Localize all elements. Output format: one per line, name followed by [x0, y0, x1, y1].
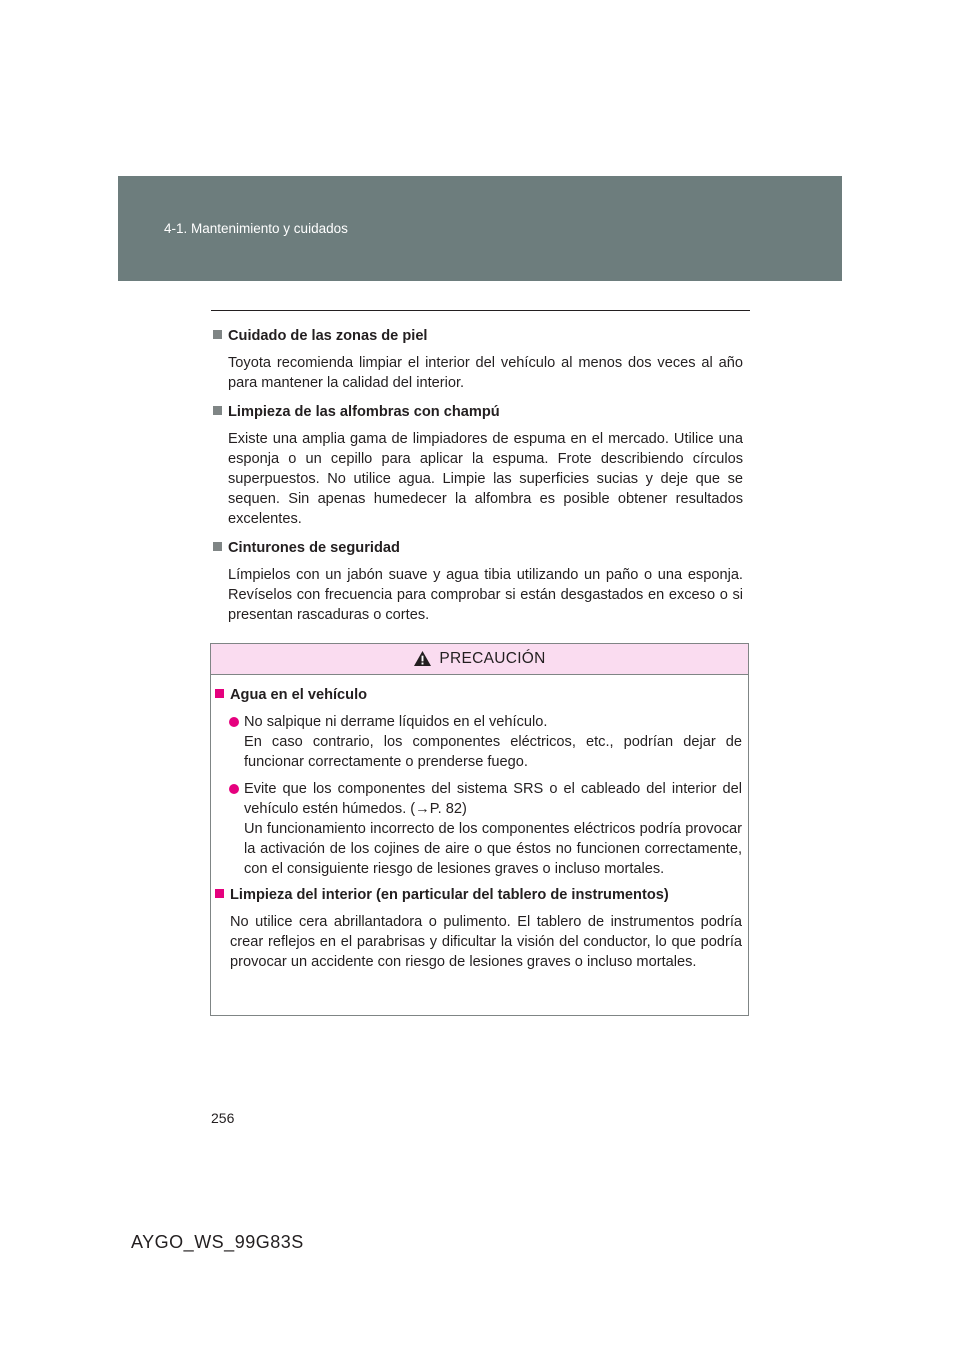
caution-body-text: No utilice cera abrillantadora o pulimento. El tablero de instrumentos podría crear reflejos en el parabrisas y dificultar la visión del conductor, lo que podría provocar un accidente con riesgo de lesiones graves o incluso mortales.	[230, 914, 742, 970]
bullet-line: Un funcionamiento incorrecto de los componentes eléctricos podría provocar la activación de los cojines de aire o que éstos no funcionen correctamente, con el consiguiente riesgo de lesiones graves o incluso mortales.	[244, 821, 742, 877]
section-heading-text: Limpieza de las alfombras con champú	[228, 404, 500, 420]
caution-heading-text: Agua en el vehículo	[230, 687, 368, 703]
round-bullet-icon	[229, 784, 239, 794]
section-heading	[213, 402, 743, 422]
square-bullet-icon	[213, 330, 222, 339]
section-heading	[213, 538, 743, 558]
list-item	[229, 779, 742, 879]
top-rule	[211, 310, 750, 311]
square-bullet-icon	[215, 689, 224, 698]
section-heading	[213, 326, 743, 346]
section-heading-text: Cuidado de las zonas de piel	[228, 328, 428, 344]
section-title: 4-1. Mantenimiento y cuidados	[164, 221, 348, 236]
page-number: 256	[211, 1110, 235, 1126]
list-item	[229, 712, 742, 772]
caution-heading	[215, 685, 742, 705]
caution-header	[211, 644, 748, 675]
main-content	[213, 326, 743, 634]
caution-body	[211, 675, 748, 972]
caution-title: PRECAUCIÓN	[439, 650, 546, 667]
bullet-text	[244, 712, 742, 772]
caution-heading	[215, 885, 742, 905]
caution-box	[210, 643, 749, 1016]
square-bullet-icon	[213, 406, 222, 415]
section-body: Toyota recomienda limpiar el interior del vehículo al menos dos veces al año para mantener la calidad del interior.	[228, 355, 743, 391]
warning-triangle-icon	[413, 650, 432, 667]
bullet-line: No salpique ni derrame líquidos en el vehículo.	[244, 714, 548, 730]
section-body: Existe una amplia gama de limpiadores de espuma en el mercado. Utilice una esponja o un cepillo para aplicar la espuma. Frote describiendo círculos superpuestos. No utilice agua. Limpie las superficies sucias y deje que se sequen. Sin apenas humedecer la alfombra es posible obtener resultados excelentes.	[228, 431, 743, 527]
square-bullet-icon	[213, 542, 222, 551]
bullet-line: En caso contrario, los componentes eléctricos, etc., podrían dejar de funcionar correctamente o prenderse fuego.	[244, 734, 742, 770]
bullet-line: Evite que los componentes del sistema SRS o el cableado del interior del vehículo estén húmedos. (→P. 82)	[244, 781, 742, 817]
document-code: AYGO_WS_99G83S	[131, 1232, 304, 1252]
section-heading-text: Cinturones de seguridad	[228, 540, 400, 556]
section-body: Límpielos con un jabón suave y agua tibia utilizando un paño o una esponja. Revíselos con frecuencia para comprobar si están desgastados en exceso o si presentan rascaduras o cortes.	[228, 567, 743, 623]
bullet-text	[244, 779, 742, 879]
round-bullet-icon	[229, 717, 239, 727]
header-band	[118, 176, 842, 281]
square-bullet-icon	[215, 889, 224, 898]
caution-heading-text: Limpieza del interior (en particular del tablero de instrumentos)	[230, 887, 669, 903]
